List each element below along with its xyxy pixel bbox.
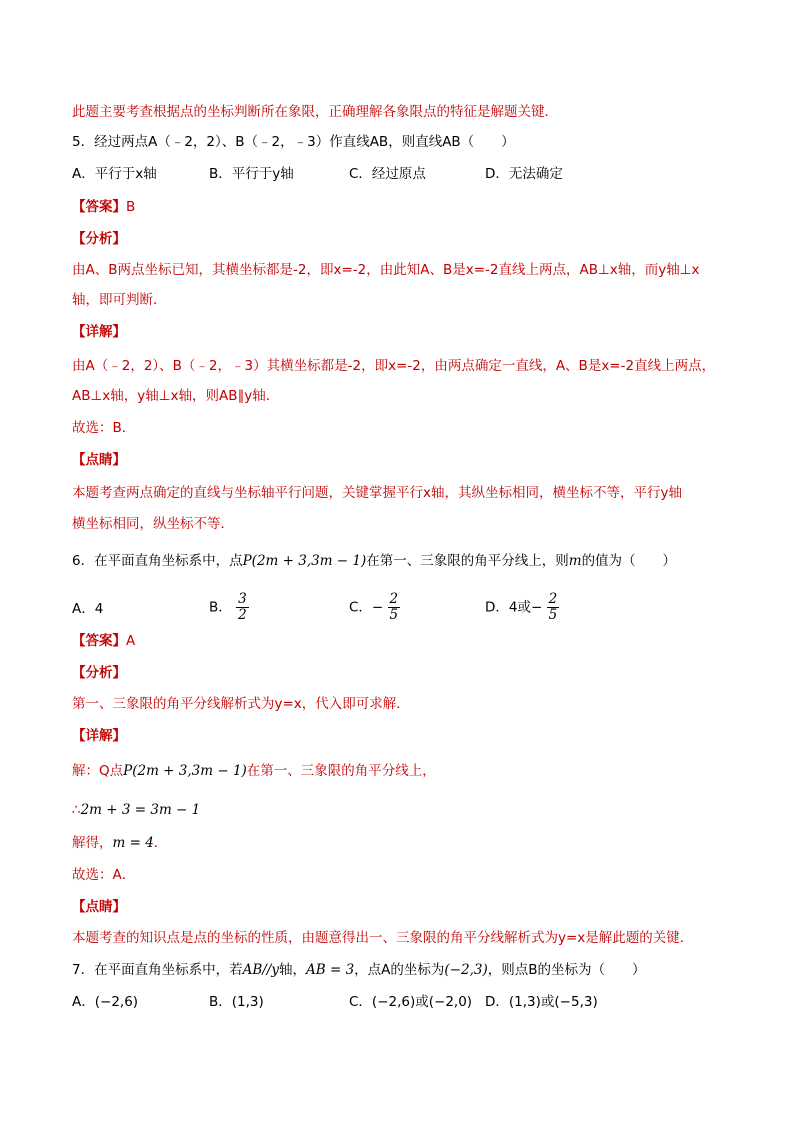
q6-point-expression: P(2m + 3,3m − 1) bbox=[242, 553, 367, 569]
q5-option-a: A．平行于x轴 bbox=[72, 166, 157, 182]
q7-option-c: C．(−2,6)或(−2,0) bbox=[349, 994, 473, 1010]
q6-stem-text-3: 的值为（ ） bbox=[581, 553, 677, 569]
q6-option-d bbox=[485, 592, 559, 623]
q5-detail-line-2: AB⊥x轴，y轴⊥x轴，则AB∥y轴． bbox=[72, 388, 280, 404]
q5-comment-line-2: 横坐标相同，纵坐标不等． bbox=[72, 516, 234, 532]
q6-answer bbox=[72, 631, 135, 651]
fraction-numerator: 2 bbox=[389, 591, 399, 607]
q5-option-b: B．平行于y轴 bbox=[209, 166, 294, 182]
answer-tag: 【答案】 bbox=[72, 633, 126, 649]
q7-expression-length: AB = 3 bbox=[306, 962, 355, 978]
q6-solve-period: ． bbox=[153, 835, 168, 851]
q7-stem-text-4: ，则点B的坐标为（ ） bbox=[487, 962, 646, 978]
q7-stem bbox=[72, 960, 646, 980]
q6-stem-text-1: 6．在平面直角坐标系中，点 bbox=[72, 553, 243, 569]
q6-stem-text-2: 在第一、三象限的角平分线上，则 bbox=[366, 553, 569, 569]
q6-solve-expression: m = 4 bbox=[112, 835, 154, 851]
q6-analysis-line-1: 第一、三象限的角平分线解析式为y=x，代入即可求解． bbox=[72, 696, 410, 712]
q5-choose: 故选：B． bbox=[72, 420, 136, 436]
q6-detail-point-expression: P(2m + 3,3m − 1) bbox=[123, 763, 247, 779]
q7-option-b: B．(1,3) bbox=[209, 994, 264, 1010]
q6-solve-text: 解得， bbox=[72, 835, 113, 851]
q5-analysis-line-1: 由A、B两点坐标已知，其横坐标都是-2，即x=-2，由此知A、B是x=-2直线上两点，AB⊥x轴，而y轴⊥x bbox=[72, 262, 700, 278]
q6-option-c bbox=[349, 592, 400, 623]
q6-option-d-fraction bbox=[547, 592, 560, 623]
answer-value: B bbox=[126, 199, 136, 215]
q6-option-d-label: D．4或− bbox=[485, 599, 543, 616]
q7-expression-parallel: AB//y bbox=[242, 962, 279, 978]
q6-variable: m bbox=[568, 553, 582, 569]
q6-option-c-fraction bbox=[388, 592, 401, 623]
q6-solve bbox=[72, 833, 167, 853]
q7-options bbox=[72, 992, 732, 1012]
q5-comment-line-1: 本题考查两点确定的直线与坐标轴平行问题，关键掌握平行x轴，其纵坐标相同，横坐标不等，平行y轴 bbox=[72, 485, 682, 501]
q6-option-a: A．4 bbox=[72, 601, 104, 617]
q6-comment-tag: 【点睛】 bbox=[72, 899, 126, 915]
q6-options bbox=[72, 592, 732, 626]
q6-equation bbox=[72, 800, 200, 820]
q6-option-b bbox=[209, 592, 249, 623]
fraction-numerator: 2 bbox=[548, 591, 558, 607]
q5-option-d: D．无法确定 bbox=[485, 166, 563, 182]
fraction-numerator: 3 bbox=[238, 591, 247, 607]
q7-expression-point-a: (−2,3) bbox=[444, 962, 488, 978]
q5-detail-tag: 【详解】 bbox=[72, 324, 126, 340]
q6-option-b-fraction bbox=[236, 592, 249, 623]
q5-options bbox=[72, 164, 732, 184]
fraction-denominator: 2 bbox=[238, 607, 247, 623]
answer-tag: 【答案】 bbox=[72, 199, 126, 215]
q7-stem-text-2: 轴， bbox=[279, 962, 306, 978]
q6-option-b-label: B． bbox=[209, 599, 232, 616]
q6-analysis-tag: 【分析】 bbox=[72, 665, 126, 681]
q6-detail-tag: 【详解】 bbox=[72, 728, 126, 744]
previous-note: 此题主要考查根据点的坐标判断所在象限，正确理解各象限点的特征是解题关键． bbox=[72, 104, 558, 120]
q6-choose: 故选：A． bbox=[72, 867, 136, 883]
q5-detail-line-1: 由A（﹣2，2）、B（﹣2，﹣3）其横坐标都是-2，即x=-2，由两点确定一直线，A、B是x=-2直线上两点， bbox=[72, 358, 716, 374]
answer-value: A bbox=[126, 633, 136, 649]
q5-stem: 5．经过两点A（﹣2，2）、B（﹣2，﹣3）作直线AB，则直线AB（ ） bbox=[72, 134, 515, 150]
q5-analysis-tag: 【分析】 bbox=[72, 231, 126, 247]
q5-answer bbox=[72, 197, 135, 217]
q7-option-a: A．(−2,6) bbox=[72, 994, 139, 1010]
q5-option-c: C．经过原点 bbox=[349, 166, 426, 182]
q5-comment-tag: 【点睛】 bbox=[72, 452, 126, 468]
q7-stem-text-3: ，点A的坐标为 bbox=[354, 962, 445, 978]
fraction-denominator: 5 bbox=[548, 607, 558, 623]
q6-comment-line-1: 本题考查的知识点是点的坐标的性质，由题意得出一、三象限的角平分线解析式为y=x是解此题的关键． bbox=[72, 930, 694, 946]
therefore-symbol: ∴ bbox=[72, 802, 81, 818]
q7-option-d: D．(1,3)或(−5,3) bbox=[485, 994, 598, 1010]
fraction-denominator: 5 bbox=[389, 607, 399, 623]
q6-equation-expression: 2m + 3 = 3m − 1 bbox=[80, 802, 201, 818]
q7-stem-text-1: 7．在平面直角坐标系中，若 bbox=[72, 962, 243, 978]
q6-stem bbox=[72, 551, 676, 571]
q6-detail-line-1 bbox=[72, 761, 436, 781]
q6-detail-text-1: 解：Q点 bbox=[72, 763, 124, 779]
q6-option-c-label: C．− bbox=[349, 599, 384, 616]
q6-detail-text-2: 在第一、三象限的角平分线上， bbox=[246, 763, 436, 779]
q5-analysis-line-2: 轴，即可判断． bbox=[72, 292, 167, 308]
